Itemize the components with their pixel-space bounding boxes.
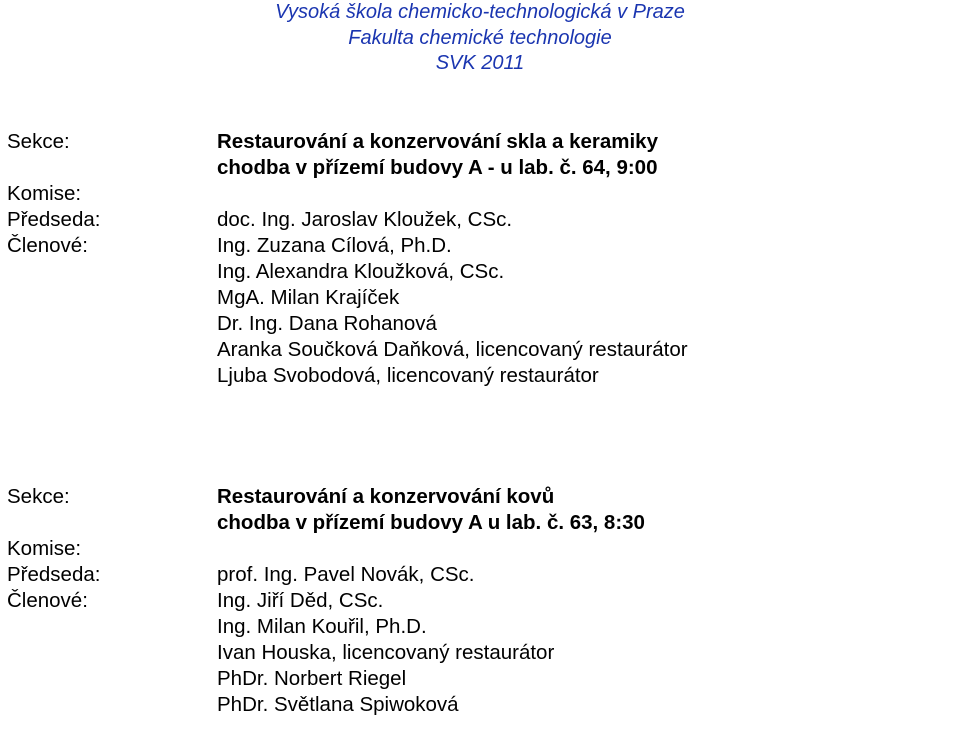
komise-row [0, 181, 960, 207]
section-title: Restaurování a konzervování kovů [217, 485, 555, 508]
member-row [0, 614, 960, 640]
faculty-name: Fakulta chemické technologie [348, 26, 612, 49]
member-row [0, 588, 960, 614]
university-name: Vysoká škola chemicko-technologická v Praze [275, 1, 685, 23]
komise-row [0, 536, 960, 562]
member-name: PhDr. Norbert Riegel [217, 667, 407, 690]
member-row [0, 233, 960, 259]
member-row [0, 311, 960, 337]
member-row [0, 337, 960, 363]
predseda-label: Předseda: [7, 563, 101, 586]
komise-label: Komise: [7, 182, 82, 205]
komise-label: Komise: [7, 537, 82, 560]
sekce-label: Sekce: [7, 130, 70, 153]
section-title-row [0, 484, 960, 510]
predseda-label: Předseda: [7, 208, 101, 231]
member-name: Ing. Jiří Děd, CSc. [217, 589, 384, 612]
clenove-label: Členové: [7, 589, 88, 612]
chair-name: prof. Ing. Pavel Novák, CSc. [217, 563, 475, 586]
member-row [0, 363, 960, 389]
conference-name: SVK 2011 [435, 52, 525, 74]
member-name: Ing. Alexandra Kloužková, CSc. [217, 260, 505, 283]
member-name: Aranka Součková Daňková, licencovaný restaurátor [217, 338, 688, 361]
member-name: PhDr. Světlana Spiwoková [217, 693, 459, 716]
section-location: chodba v přízemí budovy A u lab. č. 63, 8:30 [217, 511, 645, 534]
section-title-row [0, 129, 960, 155]
member-name: MgA. Milan Krajíček [217, 286, 400, 309]
member-row [0, 285, 960, 311]
member-row [0, 666, 960, 692]
section-location: chodba v přízemí budovy A - u lab. č. 64, 9:00 [217, 156, 658, 179]
clenove-label: Členové: [7, 234, 88, 257]
chair-row [0, 562, 960, 588]
member-row [0, 259, 960, 285]
member-row [0, 692, 960, 718]
chair-name: doc. Ing. Jaroslav Kloužek, CSc. [217, 208, 513, 231]
chair-row [0, 207, 960, 233]
member-row [0, 640, 960, 666]
member-name: Ing. Milan Kouřil, Ph.D. [217, 615, 427, 638]
member-name: Dr. Ing. Dana Rohanová [217, 312, 437, 335]
section-title: Restaurování a konzervování skla a keramiky [217, 130, 658, 153]
member-name: Ing. Zuzana Cílová, Ph.D. [217, 234, 452, 257]
document-header [0, 0, 960, 77]
member-name: Ivan Houska, licencovaný restaurátor [217, 641, 555, 664]
sekce-label: Sekce: [7, 485, 70, 508]
section-location-row [0, 510, 960, 536]
member-name: Ljuba Svobodová, licencovaný restaurátor [217, 364, 599, 387]
section-location-row [0, 155, 960, 181]
